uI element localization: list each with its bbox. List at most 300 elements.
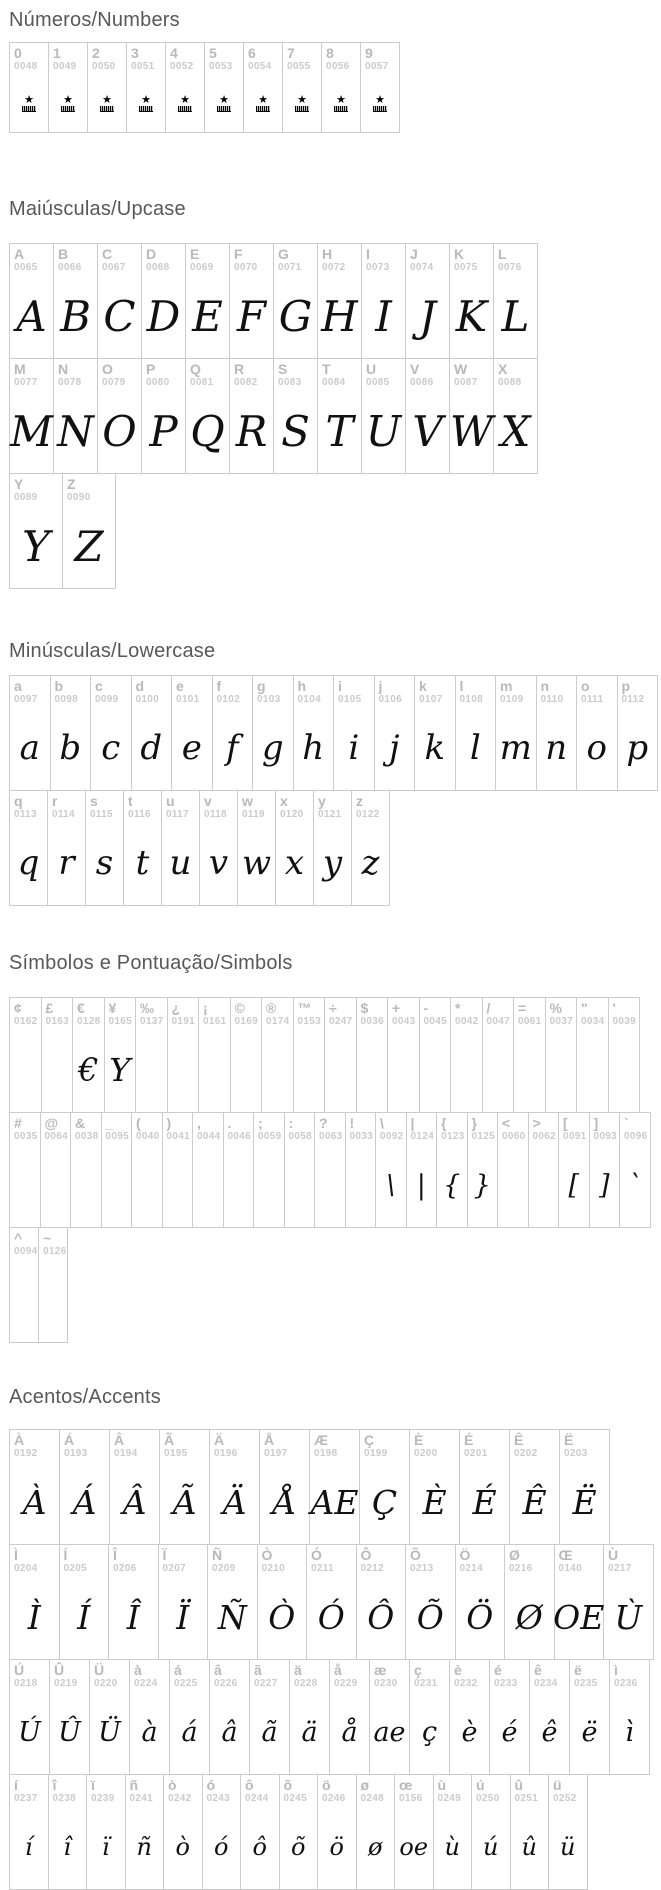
notdef-text-smudge bbox=[295, 106, 309, 112]
glyph-cell bbox=[456, 1545, 506, 1659]
unicode-code: 0095 bbox=[105, 1131, 129, 1142]
glyph-cell bbox=[407, 1113, 438, 1227]
glyph-cell bbox=[352, 791, 389, 905]
unicode-code: 0199 bbox=[364, 1448, 388, 1459]
unicode-code: 0235 bbox=[574, 1678, 598, 1689]
section-uppercase bbox=[9, 197, 661, 589]
char-label: û bbox=[514, 1777, 524, 1793]
glyph-cell bbox=[87, 1775, 126, 1889]
char-label: \ bbox=[380, 1115, 384, 1131]
glyph-cell bbox=[315, 1113, 346, 1227]
unicode-code: 0073 bbox=[366, 262, 390, 273]
glyph-preview: T bbox=[325, 406, 354, 456]
cell-header bbox=[318, 1775, 356, 1805]
glyph-cell bbox=[604, 1545, 653, 1659]
cell-header bbox=[505, 1545, 554, 1575]
unicode-code: 0108 bbox=[459, 694, 483, 705]
unicode-code: 0062 bbox=[532, 1131, 556, 1142]
glyph-cell bbox=[110, 1430, 160, 1544]
unicode-code: 0035 bbox=[14, 1131, 38, 1142]
unicode-code: 0081 bbox=[190, 377, 214, 388]
char-label: à bbox=[134, 1662, 142, 1678]
glyph-preview: Ù bbox=[614, 1597, 643, 1637]
char-label: d bbox=[135, 678, 145, 694]
unicode-code: 0202 bbox=[514, 1448, 538, 1459]
cell-header bbox=[537, 676, 577, 706]
unicode-code: 0161 bbox=[203, 1016, 227, 1027]
cell-header bbox=[54, 244, 97, 274]
cell-header bbox=[260, 1430, 309, 1460]
char-label: Ú bbox=[14, 1662, 25, 1678]
char-label: ] bbox=[593, 1115, 599, 1131]
unicode-code: 0103 bbox=[257, 694, 281, 705]
glyph-row bbox=[9, 1544, 654, 1660]
glyph-cell bbox=[505, 1545, 555, 1659]
glyph-cell bbox=[203, 1775, 242, 1889]
glyph-cell bbox=[48, 791, 86, 905]
glyph-cell bbox=[530, 1660, 570, 1774]
unicode-code: 0207 bbox=[162, 1563, 186, 1574]
cell-header bbox=[283, 43, 321, 73]
unicode-code: 0036 bbox=[360, 1016, 384, 1027]
char-label: } bbox=[471, 1115, 477, 1131]
glyph-cell bbox=[230, 359, 274, 473]
unicode-code: 0063 bbox=[319, 1131, 343, 1142]
char-label: - bbox=[423, 1000, 429, 1016]
glyph-row bbox=[9, 1659, 650, 1775]
notdef-text-smudge bbox=[217, 106, 231, 112]
char-label: [ bbox=[563, 1115, 568, 1131]
glyph-preview: W bbox=[449, 406, 494, 456]
unicode-code: 0049 bbox=[53, 61, 77, 72]
glyph-preview: Â bbox=[122, 1482, 147, 1522]
cell-header bbox=[160, 1430, 209, 1460]
unicode-code: 0198 bbox=[314, 1448, 338, 1459]
char-label: * bbox=[455, 1000, 461, 1016]
glyph-preview bbox=[10, 1258, 38, 1342]
notdef-glyph bbox=[361, 73, 399, 132]
char-label: n bbox=[540, 678, 550, 694]
char-label: f bbox=[216, 678, 222, 694]
glyph-cell bbox=[274, 359, 318, 473]
cell-header bbox=[166, 43, 204, 73]
cell-header bbox=[142, 359, 185, 389]
cell-header bbox=[200, 791, 237, 821]
cell-header bbox=[231, 998, 262, 1028]
char-label: L bbox=[498, 246, 507, 262]
char-label: ~ bbox=[43, 1230, 52, 1246]
char-label: h bbox=[297, 678, 307, 694]
glyph-preview: Ñ bbox=[217, 1597, 247, 1637]
glyph-preview bbox=[71, 1143, 101, 1227]
section-title-uppercase: Maiúsculas/Upcase bbox=[9, 198, 186, 220]
glyph-preview bbox=[41, 1143, 71, 1227]
glyph-preview: P bbox=[149, 406, 178, 456]
glyph-preview: m bbox=[499, 728, 532, 768]
glyph-cell bbox=[90, 1660, 130, 1774]
glyph-preview: [ bbox=[568, 1169, 580, 1201]
unicode-code: 0124 bbox=[410, 1131, 434, 1142]
cell-header bbox=[274, 244, 317, 274]
glyph-row bbox=[9, 1112, 651, 1228]
glyph-preview: e bbox=[181, 728, 202, 768]
unicode-code: 0126 bbox=[43, 1246, 67, 1257]
cell-header bbox=[415, 676, 455, 706]
unicode-code: 0077 bbox=[14, 377, 38, 388]
cell-header bbox=[315, 1113, 345, 1143]
unicode-code: 0123 bbox=[441, 1131, 465, 1142]
cell-header bbox=[10, 676, 50, 706]
unicode-code: 0239 bbox=[91, 1793, 115, 1804]
char-label: ó bbox=[206, 1777, 216, 1793]
glyph-cell bbox=[164, 1775, 203, 1889]
glyph-preview: ñ bbox=[136, 1833, 152, 1861]
glyph-preview bbox=[199, 1028, 230, 1112]
char-label: £ bbox=[45, 1000, 54, 1016]
char-label: Â bbox=[114, 1432, 125, 1448]
char-label: 9 bbox=[365, 45, 373, 61]
cell-header bbox=[10, 1775, 48, 1805]
unicode-code: 0097 bbox=[14, 694, 38, 705]
cell-header bbox=[88, 43, 126, 73]
unicode-code: 0163 bbox=[45, 1016, 69, 1027]
cell-header bbox=[250, 1660, 289, 1690]
unicode-code: 0247 bbox=[329, 1016, 353, 1027]
glyph-preview: G bbox=[278, 291, 313, 341]
glyph-preview bbox=[451, 1028, 482, 1112]
star-icon: ★ bbox=[63, 92, 73, 106]
char-label: " bbox=[581, 1000, 588, 1016]
cell-header bbox=[325, 998, 356, 1028]
char-label: ï bbox=[91, 1777, 95, 1793]
glyph-cell bbox=[254, 1113, 285, 1227]
glyph-cell bbox=[71, 1113, 102, 1227]
glyph-cell bbox=[410, 1430, 460, 1544]
char-label: € bbox=[77, 1000, 85, 1016]
char-label: l bbox=[459, 678, 464, 694]
glyph-preview: d bbox=[140, 728, 163, 768]
cell-header bbox=[294, 998, 325, 1028]
glyph-cell bbox=[456, 676, 497, 790]
unicode-code: 0112 bbox=[621, 694, 645, 705]
unicode-code: 0137 bbox=[140, 1016, 164, 1027]
char-label: ¡ bbox=[203, 1000, 208, 1016]
unicode-code: 0193 bbox=[64, 1448, 88, 1459]
glyph-cell bbox=[357, 1775, 396, 1889]
cell-header bbox=[98, 244, 141, 274]
glyph-preview: Ã bbox=[172, 1482, 197, 1522]
char-label: ÷ bbox=[329, 1000, 337, 1016]
unicode-code: 0248 bbox=[360, 1793, 384, 1804]
glyph-cell bbox=[450, 1660, 490, 1774]
section-title-symbols: Símbolos e Pontuação/Simbols bbox=[9, 952, 293, 974]
glyph-cell bbox=[132, 676, 173, 790]
cell-header bbox=[376, 1113, 406, 1143]
unicode-code: 0091 bbox=[563, 1131, 587, 1142]
char-label: t bbox=[128, 793, 133, 809]
glyph-cell bbox=[357, 1545, 407, 1659]
char-label: C bbox=[102, 246, 113, 262]
char-label: ø bbox=[360, 1777, 370, 1793]
cell-header bbox=[274, 359, 317, 389]
glyph-preview: ç bbox=[421, 1716, 438, 1748]
unicode-code: 0216 bbox=[509, 1563, 533, 1574]
glyph-cell bbox=[314, 791, 352, 905]
glyph-cell bbox=[510, 1430, 560, 1544]
unicode-code: 0201 bbox=[464, 1448, 488, 1459]
glyph-preview: Ó bbox=[317, 1597, 345, 1637]
unicode-code: 0060 bbox=[502, 1131, 526, 1142]
glyph-preview: b bbox=[59, 728, 82, 768]
glyph-cell bbox=[618, 676, 658, 790]
char-label: ê bbox=[534, 1662, 542, 1678]
glyph-cell bbox=[109, 1545, 159, 1659]
glyph-preview: Ë bbox=[572, 1482, 597, 1522]
glyph-preview: ô bbox=[252, 1833, 267, 1861]
cell-header bbox=[199, 998, 230, 1028]
glyph-cell bbox=[54, 359, 98, 473]
cell-header bbox=[193, 1113, 223, 1143]
glyph-cell bbox=[434, 1775, 473, 1889]
glyph-cell bbox=[258, 1545, 308, 1659]
glyph-cell bbox=[208, 1545, 258, 1659]
cell-header bbox=[186, 359, 229, 389]
glyph-cell bbox=[468, 1113, 499, 1227]
cell-header bbox=[60, 1430, 109, 1460]
cell-header bbox=[49, 43, 87, 73]
glyph-preview bbox=[529, 1143, 559, 1227]
char-label: e bbox=[176, 678, 184, 694]
glyph-preview: Ì bbox=[27, 1597, 41, 1637]
char-label: 5 bbox=[209, 45, 217, 61]
unicode-code: 0050 bbox=[92, 61, 116, 72]
unicode-code: 0251 bbox=[514, 1793, 538, 1804]
char-label: b bbox=[54, 678, 64, 694]
cell-header bbox=[322, 43, 360, 73]
char-label: ë bbox=[574, 1662, 582, 1678]
cell-header bbox=[410, 1430, 459, 1460]
glyph-cell bbox=[210, 1660, 250, 1774]
glyph-preview: ] bbox=[598, 1169, 610, 1201]
glyph-preview: Í bbox=[77, 1597, 91, 1637]
char-label: z bbox=[356, 793, 363, 809]
glyph-preview bbox=[294, 1028, 325, 1112]
glyph-cell bbox=[166, 43, 205, 132]
star-icon: ★ bbox=[102, 92, 112, 106]
unicode-code: 0162 bbox=[14, 1016, 38, 1027]
glyph-cell bbox=[318, 359, 362, 473]
cell-header bbox=[244, 43, 282, 73]
cell-header bbox=[49, 1775, 87, 1805]
glyph-preview: p bbox=[626, 728, 649, 768]
glyph-preview: È bbox=[422, 1482, 447, 1522]
char-label: Î bbox=[113, 1547, 117, 1563]
glyph-cell bbox=[127, 43, 166, 132]
unicode-code: 0128 bbox=[77, 1016, 101, 1027]
glyph-preview: Î bbox=[126, 1597, 140, 1637]
unicode-code: 0205 bbox=[63, 1563, 87, 1574]
cell-header bbox=[357, 1545, 406, 1575]
cell-header bbox=[375, 676, 415, 706]
char-label: S bbox=[278, 361, 288, 377]
cell-header bbox=[142, 244, 185, 274]
char-label: Æ bbox=[314, 1432, 328, 1448]
glyph-cell bbox=[224, 1113, 255, 1227]
glyph-preview: X bbox=[500, 406, 531, 456]
unicode-code: 0197 bbox=[264, 1448, 288, 1459]
cell-header bbox=[42, 998, 73, 1028]
cell-header bbox=[420, 998, 451, 1028]
cell-header bbox=[280, 1775, 318, 1805]
char-label: Õ bbox=[410, 1547, 421, 1563]
unicode-code: 0092 bbox=[380, 1131, 404, 1142]
glyph-cell bbox=[250, 1660, 290, 1774]
glyph-cell bbox=[230, 244, 274, 358]
unicode-code: 0042 bbox=[455, 1016, 479, 1027]
cell-header bbox=[346, 1113, 376, 1143]
glyph-preview: o bbox=[586, 728, 607, 768]
char-label: J bbox=[410, 246, 418, 262]
unicode-code: 0057 bbox=[365, 61, 389, 72]
glyph-preview: á bbox=[181, 1716, 198, 1748]
glyph-preview: õ bbox=[291, 1833, 306, 1861]
glyph-preview: N bbox=[57, 406, 94, 456]
glyph-preview: R bbox=[235, 406, 268, 456]
cell-header bbox=[468, 1113, 498, 1143]
glyph-cell bbox=[360, 1430, 410, 1544]
cell-header bbox=[241, 1775, 279, 1805]
glyph-cell bbox=[142, 359, 186, 473]
glyph-preview: f bbox=[225, 728, 239, 768]
unicode-code: 0068 bbox=[146, 262, 170, 273]
glyph-cell bbox=[420, 998, 452, 1112]
unicode-code: 0194 bbox=[114, 1448, 138, 1459]
char-label: V bbox=[410, 361, 420, 377]
char-label: á bbox=[174, 1662, 182, 1678]
glyph-cell bbox=[472, 1775, 511, 1889]
char-label: 2 bbox=[92, 45, 100, 61]
glyph-preview bbox=[10, 1028, 41, 1112]
char-label: í bbox=[14, 1777, 18, 1793]
unicode-code: 0067 bbox=[102, 262, 126, 273]
cell-header bbox=[604, 1545, 653, 1575]
unicode-code: 0203 bbox=[564, 1448, 588, 1459]
char-label: ò bbox=[168, 1777, 177, 1793]
glyph-preview: ì bbox=[625, 1716, 634, 1748]
star-icon: ★ bbox=[219, 92, 229, 106]
unicode-code: 0219 bbox=[54, 1678, 78, 1689]
glyph-preview: C bbox=[103, 291, 136, 341]
unicode-code: 0196 bbox=[214, 1448, 238, 1459]
glyph-preview: Ò bbox=[268, 1597, 296, 1637]
glyph-grid-uppercase bbox=[9, 243, 661, 589]
glyph-preview: À bbox=[22, 1482, 47, 1522]
glyph-cell bbox=[362, 244, 406, 358]
char-label: _ bbox=[105, 1115, 114, 1131]
glyph-preview bbox=[420, 1028, 451, 1112]
char-label: F bbox=[234, 246, 243, 262]
cell-header bbox=[318, 244, 361, 274]
cell-header bbox=[41, 1113, 71, 1143]
char-label: ; bbox=[258, 1115, 263, 1131]
cell-header bbox=[10, 359, 53, 389]
glyph-cell bbox=[98, 359, 142, 473]
cell-header bbox=[126, 1775, 164, 1805]
glyph-preview: i bbox=[348, 728, 360, 768]
glyph-preview: k bbox=[424, 728, 446, 768]
glyph-cell bbox=[42, 998, 74, 1112]
char-label: , bbox=[197, 1115, 201, 1131]
cell-header bbox=[91, 676, 131, 706]
char-label: ä bbox=[294, 1662, 302, 1678]
cell-header bbox=[361, 43, 399, 73]
char-label: ‰ bbox=[140, 1000, 154, 1016]
glyph-cell bbox=[60, 1430, 110, 1544]
char-label: G bbox=[278, 246, 289, 262]
star-icon: ★ bbox=[375, 92, 385, 106]
char-label: Á bbox=[64, 1432, 75, 1448]
glyph-cell bbox=[186, 244, 230, 358]
char-label: y bbox=[318, 793, 326, 809]
star-icon: ★ bbox=[141, 92, 151, 106]
glyph-cell bbox=[494, 244, 537, 358]
cell-header bbox=[10, 1545, 59, 1575]
cell-header bbox=[357, 1775, 395, 1805]
glyph-cell bbox=[375, 676, 416, 790]
glyph-preview: ä bbox=[301, 1716, 318, 1748]
char-label: Œ bbox=[558, 1547, 573, 1563]
cell-header bbox=[238, 791, 275, 821]
unicode-code: 0227 bbox=[254, 1678, 278, 1689]
char-label: ' bbox=[612, 1000, 616, 1016]
cell-header bbox=[494, 359, 537, 389]
unicode-code: 0053 bbox=[209, 61, 233, 72]
glyph-cell bbox=[494, 359, 537, 473]
glyph-cell bbox=[10, 244, 54, 358]
char-label: + bbox=[392, 1000, 401, 1016]
unicode-code: 0120 bbox=[280, 809, 304, 820]
cell-header bbox=[609, 998, 640, 1028]
unicode-code: 0087 bbox=[454, 377, 478, 388]
unicode-code: 0038 bbox=[75, 1131, 99, 1142]
glyph-cell bbox=[294, 676, 335, 790]
char-label: ñ bbox=[129, 1777, 139, 1793]
cell-header bbox=[456, 1545, 505, 1575]
glyph-preview: â bbox=[221, 1716, 238, 1748]
glyph-cell bbox=[395, 1775, 434, 1889]
unicode-code: 0225 bbox=[174, 1678, 198, 1689]
char-label: ô bbox=[245, 1777, 254, 1793]
glyph-preview: Ï bbox=[176, 1597, 190, 1637]
unicode-code: 0099 bbox=[95, 694, 119, 705]
notdef-text-smudge bbox=[373, 106, 387, 112]
char-label: o bbox=[581, 678, 590, 694]
unicode-code: 0055 bbox=[287, 61, 311, 72]
cell-header bbox=[50, 1660, 89, 1690]
char-label: É bbox=[464, 1432, 474, 1448]
char-label: è bbox=[454, 1662, 462, 1678]
unicode-code: 0070 bbox=[234, 262, 258, 273]
char-label: / bbox=[486, 1000, 491, 1016]
char-label: ¢ bbox=[14, 1000, 22, 1016]
char-label: ö bbox=[322, 1777, 331, 1793]
glyph-cell bbox=[549, 1775, 587, 1889]
glyph-cell bbox=[193, 1113, 224, 1227]
unicode-code: 0061 bbox=[518, 1016, 542, 1027]
glyph-preview: H bbox=[321, 291, 358, 341]
glyph-cell bbox=[415, 676, 456, 790]
cell-header bbox=[529, 1113, 559, 1143]
